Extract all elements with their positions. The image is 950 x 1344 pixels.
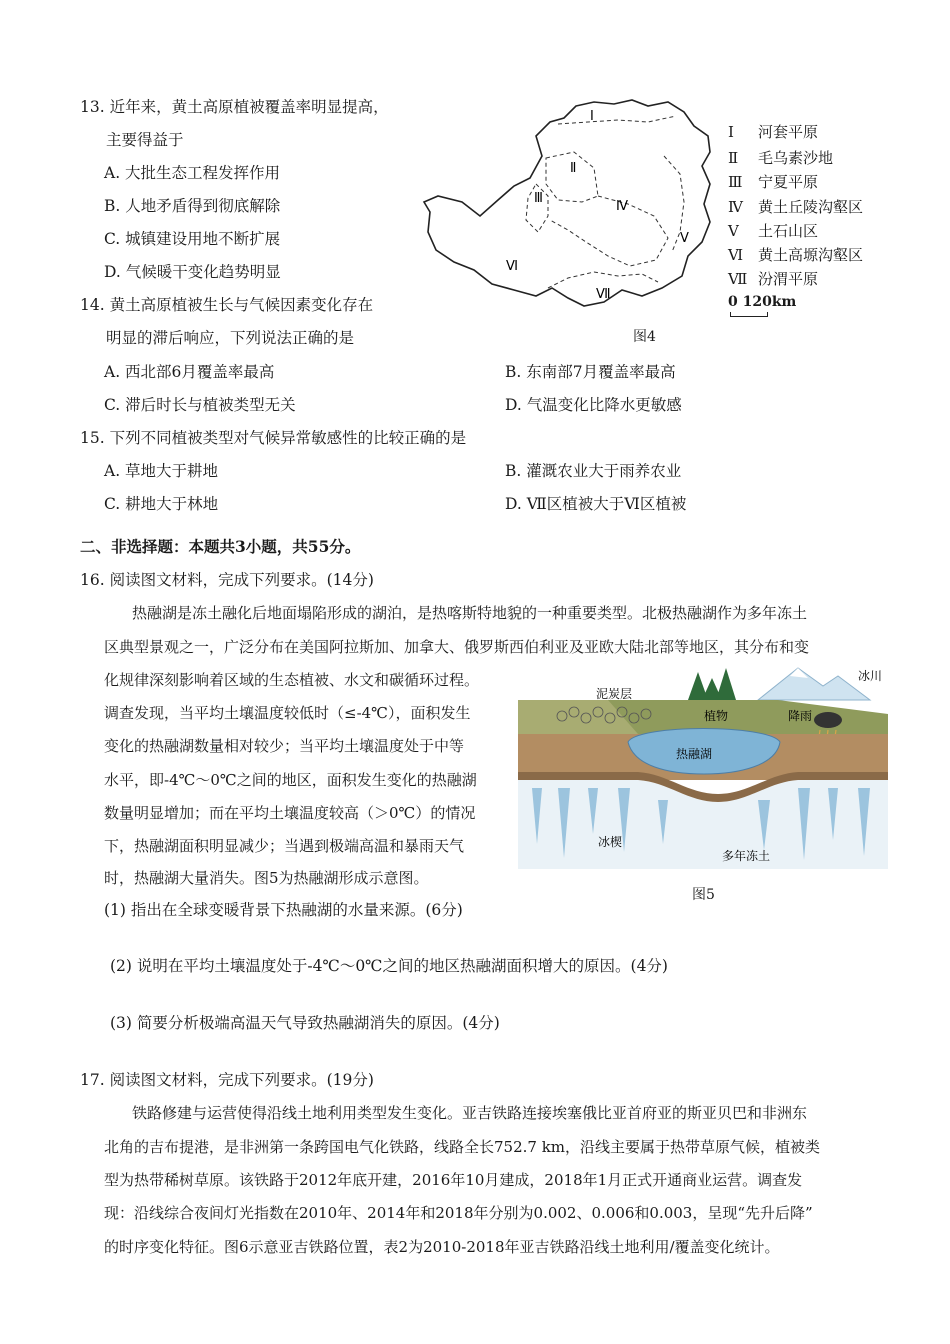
q16-subquestion-3: (3) 简要分析极端高温天气导致热融湖消失的原因。(4分) xyxy=(110,1014,500,1032)
q13-option-b[interactable]: B. 人地矛盾得到彻底解除 xyxy=(104,197,281,215)
label-peat: 泥炭层 xyxy=(596,687,633,701)
q17-para-line: 铁路修建与运营使得沿线土地利用类型发生变化。亚吉铁路连接埃塞俄比亚首府亚的斯亚贝巴和非洲东 xyxy=(132,1104,808,1122)
q14-option-c[interactable]: C. 滞后时长与植被类型无关 xyxy=(104,396,296,414)
q13-option-a[interactable]: A. 大批生态工程发挥作用 xyxy=(104,164,281,182)
q16-para-line: 时，热融湖大量消失。图5为热融湖形成示意图。 xyxy=(104,869,429,887)
legend-item-5: Ⅴ 土石山区 xyxy=(728,222,819,240)
fig5-caption: 图5 xyxy=(692,887,715,903)
map-region-7: Ⅶ xyxy=(596,287,611,302)
q17-para-line: 的时序变化特征。图6示意亚吉铁路位置，表2为2010-2018年亚吉铁路沿线土地利用/覆盖变化统计。 xyxy=(104,1238,780,1256)
legend-item-1: Ⅰ 河套平原 xyxy=(728,123,819,141)
q17-stem: 17. 阅读图文材料，完成下列要求。(19分) xyxy=(80,1071,374,1089)
legend-item-3: Ⅲ 宁夏平原 xyxy=(728,173,819,191)
q16-para-line: 化规律深刻影响着区域的生态植被、水文和碳循环过程。 xyxy=(104,671,480,689)
label-ice-wedge: 冰楔 xyxy=(598,835,623,849)
q16-para-line: 数量明显增加；而在平均土壤温度较高（＞0℃）的情况 xyxy=(104,804,476,822)
q14-stem: 14. 黄土高原植被生长与气候因素变化存在 xyxy=(80,296,374,314)
q16-para-line: 热融湖是冻土融化后地面塌陷形成的湖泊，是热喀斯特地貌的一种重要类型。北极热融湖作为多年冻土 xyxy=(132,604,808,622)
q14-option-b[interactable]: B. 东南部7月覆盖率最高 xyxy=(505,363,676,381)
legend-item-6: Ⅵ 黄土高塬沟壑区 xyxy=(728,246,864,264)
loess-plateau-map xyxy=(418,92,728,320)
q16-para-line: 调查发现，当平均土壤温度较低时（≤-4℃），面积发生 xyxy=(104,704,471,722)
q17-para-line: 现：沿线综合夜间灯光指数在2010年、2014年和2018年分别为0.002、0.006和0.003，呈现“先升后降” xyxy=(104,1204,813,1222)
q14-stem-cont: 明显的滞后响应，下列说法正确的是 xyxy=(106,329,355,347)
q13-option-c[interactable]: C. 城镇建设用地不断扩展 xyxy=(104,230,281,248)
q16-para-line: 下，热融湖面积明显减少；当遇到极端高温和暴雨天气 xyxy=(104,837,465,855)
q16-subquestion-2: (2) 说明在平均土壤温度处于-4℃～0℃之间的地区热融湖面积增大的原因。(4分) xyxy=(110,957,668,975)
label-glacier: 冰川 xyxy=(858,669,883,683)
map-region-6: Ⅵ xyxy=(506,259,518,274)
q17-para-line: 北角的吉布提港，是非洲第一条跨国电气化铁路，线路全长752.7 km，沿线主要属于热带草原气候，植被类 xyxy=(104,1138,821,1156)
q13-stem: 13. 近年来，黄土高原植被覆盖率明显提高， xyxy=(80,98,389,116)
label-permafrost: 多年冻土 xyxy=(722,849,771,863)
map-region-1: Ⅰ xyxy=(590,109,594,124)
q14-option-d[interactable]: D. 气温变化比降水更敏感 xyxy=(505,396,682,414)
section-heading: 二、非选择题：本题共3小题，共55分。 xyxy=(80,537,361,556)
scale-bar xyxy=(730,312,768,317)
q15-stem: 15. 下列不同植被类型对气候异常敏感性的比较正确的是 xyxy=(80,429,467,447)
q15-option-b[interactable]: B. 灌溉农业大于雨养农业 xyxy=(505,462,682,480)
q14-option-a[interactable]: A. 西北部6月覆盖率最高 xyxy=(104,363,275,381)
map-region-5: Ⅴ xyxy=(680,231,689,246)
q17-para-line: 型为热带稀树草原。该铁路于2012年底开建，2016年10月建成，2018年1月正式开通商业运营。调查发 xyxy=(104,1171,803,1189)
q16-para-line: 水平，即-4℃～0℃之间的地区，面积发生变化的热融湖 xyxy=(104,771,477,789)
q15-option-a[interactable]: A. 草地大于耕地 xyxy=(104,462,219,480)
q16-stem: 16. 阅读图文材料，完成下列要求。(14分) xyxy=(80,571,374,589)
legend-item-2: Ⅱ 毛乌素沙地 xyxy=(728,149,834,167)
q15-option-c[interactable]: C. 耕地大于林地 xyxy=(104,495,219,513)
label-rain: 降雨 xyxy=(788,709,813,723)
q16-para-line: 区典型景观之一，广泛分布在美国阿拉斯加、加拿大、俄罗斯西伯利亚及亚欧大陆北部等地区，其分布和变 xyxy=(104,638,810,656)
q15-option-d[interactable]: D. Ⅶ区植被大于Ⅵ区植被 xyxy=(505,495,687,513)
map-region-3: Ⅲ xyxy=(534,191,543,206)
map-region-2: Ⅱ xyxy=(570,161,577,176)
q16-subquestion-1: (1) 指出在全球变暖背景下热融湖的水量来源。(6分) xyxy=(104,901,463,919)
q13-option-d[interactable]: D. 气候暖干变化趋势明显 xyxy=(104,263,281,281)
legend-item-4: Ⅳ 黄土丘陵沟壑区 xyxy=(728,198,864,216)
map-scale: 0 120km xyxy=(728,294,797,310)
label-lake: 热融湖 xyxy=(676,747,713,761)
legend-item-7: Ⅶ 汾渭平原 xyxy=(728,270,819,288)
q16-para-line: 变化的热融湖数量相对较少；当平均土壤温度处于中等 xyxy=(104,737,465,755)
map-region-4: Ⅳ xyxy=(616,199,628,214)
q13-stem-cont: 主要得益于 xyxy=(106,131,184,149)
fig4-caption: 图4 xyxy=(633,329,656,345)
thermokarst-lake-diagram xyxy=(518,664,888,874)
label-plant: 植物 xyxy=(704,709,729,723)
